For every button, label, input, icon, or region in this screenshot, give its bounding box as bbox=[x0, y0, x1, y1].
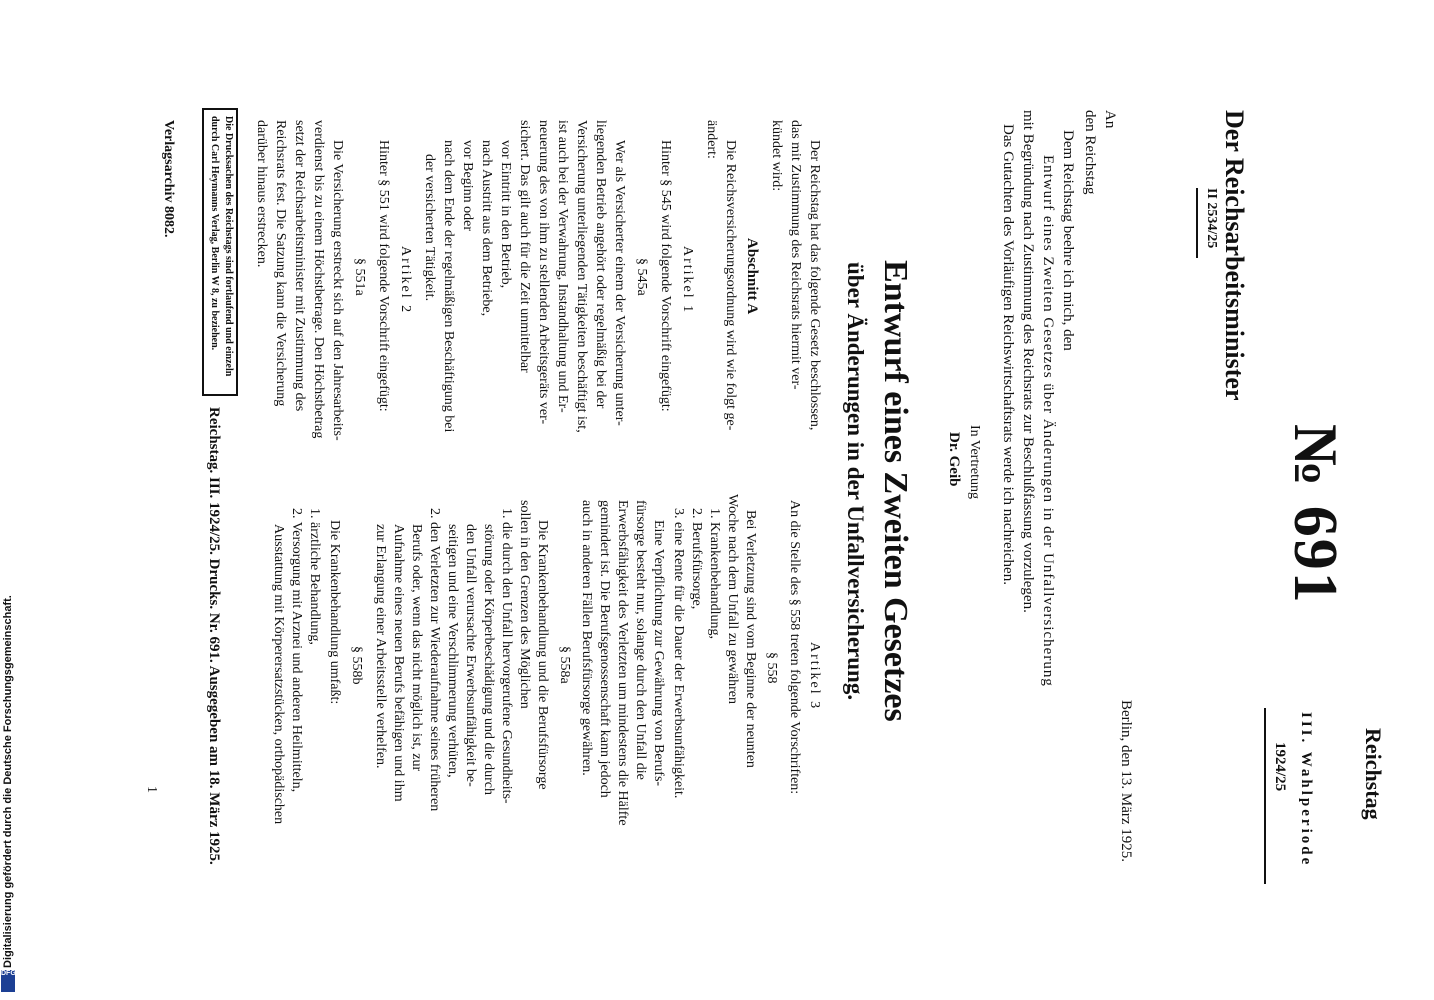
right-text-line: Die Krankenbehandlung umfaßt: bbox=[327, 520, 342, 705]
digitization-strip bbox=[0, 0, 18, 1000]
letter-line: mit Begründung nach Zustimmung des Reichsrats zur Beschlußfassung vorzulegen. bbox=[1020, 110, 1036, 613]
left-text-line: vor Eintritt in den Betrieb, bbox=[498, 140, 513, 289]
document-subtitle: über Änderungen in der Unfallversicherung. bbox=[843, 262, 868, 701]
left-text-line: Versicherung unterliegenden Tätigkeiten beschäftigt ist, bbox=[574, 120, 589, 433]
left-text-line: Die Reichsversicherungsordnung wird wie folgt ge- bbox=[723, 140, 738, 431]
left-text-line: Reichsrats fest. Die Satzung kann die Versicherung bbox=[273, 120, 288, 407]
list-item: 2. den Verletzten zur Wiederaufnahme seines früheren bbox=[427, 508, 442, 812]
place-date: Berlin, den 13. März 1925. bbox=[1118, 700, 1134, 863]
right-text-line: zur Erlangung einer Arbeitsstelle verhelfen. bbox=[373, 524, 388, 769]
letter-line: An bbox=[1102, 110, 1118, 129]
left-text-line: ändert: bbox=[704, 120, 719, 159]
notice-box bbox=[202, 108, 238, 396]
left-text-line: setzt der Reichsarbeitsminister mit Zustimmung des bbox=[292, 120, 307, 412]
left-text-line: der versicherten Tätigkeit. bbox=[422, 154, 437, 302]
left-text-line: liegenden Betrieb angehört oder regelmäßig bei der bbox=[593, 120, 608, 409]
reichstag-label: Reichstag bbox=[1361, 728, 1386, 820]
paragraph-heading: § 558b bbox=[349, 646, 364, 685]
right-text-line: Bei Verletzung sind vom Beginne der neunten bbox=[743, 510, 758, 768]
paragraph-heading: § 558 bbox=[764, 652, 779, 684]
letter-line: Das Gutachten des Vorläufigen Reichswirtschaftsrats werde ich nachreichen. bbox=[1000, 124, 1016, 585]
notice-line: durch Carl Heymanns Verlag, Berlin W 8, zu beziehen. bbox=[209, 116, 220, 351]
article-heading: Artikel 3 bbox=[807, 642, 822, 711]
left-text-line: das mit Zustimmung des Reichsrats hiermit ver- bbox=[788, 120, 803, 390]
left-text-line: neuerung des von ihm zu stellenden Arbeitsgeräts ver- bbox=[536, 120, 551, 425]
paragraph-heading: § 558a bbox=[557, 646, 572, 684]
wahlperiode-label: III. Wahlperiode bbox=[1298, 712, 1314, 868]
right-text-line: Ausstattung mit Körperersatzstücken, orthopädischen bbox=[271, 524, 286, 825]
right-text-line: Woche nach dem Unfall zu gewähren bbox=[725, 494, 740, 704]
digitization-text: Digitalisierung gefördert durch die Deutsche Forschungsgemeinschaft. bbox=[2, 595, 14, 968]
archive-number: Verlagsarchiv 8082. bbox=[161, 120, 176, 238]
ministry-title: Der Reichsarbeitsminister bbox=[1220, 110, 1249, 401]
left-text-line: Der Reichstag hat das folgende Gesetz beschlossen, bbox=[807, 140, 822, 431]
left-text-line: Hinter § 551 wird folgende Vorschrift eingefügt: bbox=[376, 140, 391, 412]
letter-line: den Reichstag bbox=[1082, 110, 1098, 195]
right-text-line: störung oder Körperbeschädigung und die durch bbox=[481, 524, 496, 795]
right-text-line: den Unfall verursachte Erwerbsunfähigkeit be- bbox=[463, 524, 478, 787]
list-item: 1. Krankenbehandlung, bbox=[707, 508, 722, 640]
right-text-line: Erwerbsfähigkeit des Verletzten um mindestens die Hälfte bbox=[615, 500, 630, 826]
list-item: 1. die durch den Unfall hervorgerufene Gesundheits- bbox=[499, 508, 514, 804]
right-text-line: Aufnahme eines neuen Berufs befähigen und ihm bbox=[391, 524, 406, 802]
article-heading: Artikel 1 bbox=[680, 246, 695, 315]
signer-name: Dr. Geib bbox=[946, 432, 962, 487]
header-rule-right bbox=[1264, 708, 1266, 884]
page-number: 1 bbox=[144, 786, 159, 793]
right-text-line: fürsorge besteht nur, solange durch den Unfall die bbox=[633, 500, 648, 780]
left-text-line: vor Beginn oder bbox=[460, 140, 475, 231]
article-heading: Artikel 2 bbox=[398, 246, 413, 315]
list-item: 2. Versorgung mit Arznei und anderen Heilmitteln, bbox=[289, 508, 304, 793]
left-text-line: ist auch bei der Verwahrung, Instandhaltung und Er- bbox=[555, 120, 570, 413]
list-item: 3. eine Rente für die Dauer der Erwerbsunfähigkeit. bbox=[671, 508, 686, 799]
list-item: 1. ärztliche Behandlung, bbox=[307, 508, 322, 645]
reference-rule bbox=[1196, 188, 1198, 258]
right-text-line: auch in anderen Fällen Berufsfürsorge gewähren. bbox=[579, 500, 594, 776]
document-number: № 691 bbox=[1281, 424, 1349, 605]
right-text-line: Die Krankenbehandlung und die Berufsfürsorge bbox=[535, 520, 550, 790]
left-text-line: verdienst bis zu einem Höchstbetrage. Den Höchstbetrag bbox=[311, 120, 326, 439]
imprint-line: Reichstag. III. 1924/25. Drucks. Nr. 691. Ausgegeben am 18. März 1925. bbox=[206, 407, 222, 865]
left-text-line: darüber hinaus erstrecken. bbox=[254, 120, 269, 268]
vertretung-label: In Vertretung bbox=[967, 425, 982, 499]
left-text-line: sichert. Das gilt auch für die Zeit unmittelbar bbox=[517, 120, 532, 373]
paragraph-heading: § 545a bbox=[634, 258, 649, 296]
left-text-line: Die Versicherung erstreckt sich auf den Jahresarbeits- bbox=[330, 140, 345, 441]
right-text-line: An die Stelle des § 558 treten folgende Vorschriften: bbox=[787, 500, 802, 795]
right-text-line: gemindert ist. Die Berufsgenossenschaft kann jedoch bbox=[597, 500, 612, 798]
left-text-line: kündet wird: bbox=[769, 120, 784, 192]
document-title: Entwurf eines Zweiten Gesetzes bbox=[877, 260, 914, 722]
letter-line: Dem Reichstag beehre ich mich, den bbox=[1060, 130, 1076, 351]
right-text-line: seitigen und eine Verschlimmerung verhüten, bbox=[445, 524, 460, 778]
left-text-line: Hinter § 545 wird folgende Vorschrift eingefügt: bbox=[658, 140, 673, 412]
left-text-line: nach Austritt aus dem Betriebe, bbox=[479, 140, 494, 317]
left-text-line: Wer als Versicherter einem der Versicherung unter- bbox=[612, 140, 627, 426]
right-text-line: sollen in den Grenzen des Möglichen bbox=[517, 500, 532, 709]
letter-line: Entwurf eines Zweiten Gesetzes über Änderungen in der Unfallversicherung bbox=[1040, 155, 1056, 687]
left-text-line: nach dem Ende der regelmäßigen Beschäftigung bei bbox=[441, 140, 456, 433]
paragraph-heading: § 551a bbox=[352, 258, 367, 296]
year-label: 1924/25 bbox=[1272, 742, 1288, 792]
list-item: 2. Berufsfürsorge, bbox=[689, 508, 704, 610]
notice-line: Die Drucksachen des Reichstags sind fortlaufend und einzeln bbox=[223, 116, 234, 377]
dfg-logo: DFG bbox=[1, 970, 15, 992]
right-text-line: Eine Verpflichtung zur Gewährung von Berufs- bbox=[651, 520, 666, 787]
reference-number: II 2534/25 bbox=[1204, 188, 1219, 249]
section-heading: Abschnitt A bbox=[744, 238, 760, 315]
right-text-line: Berufs oder, wenn das nicht möglich ist, zur bbox=[409, 524, 424, 772]
